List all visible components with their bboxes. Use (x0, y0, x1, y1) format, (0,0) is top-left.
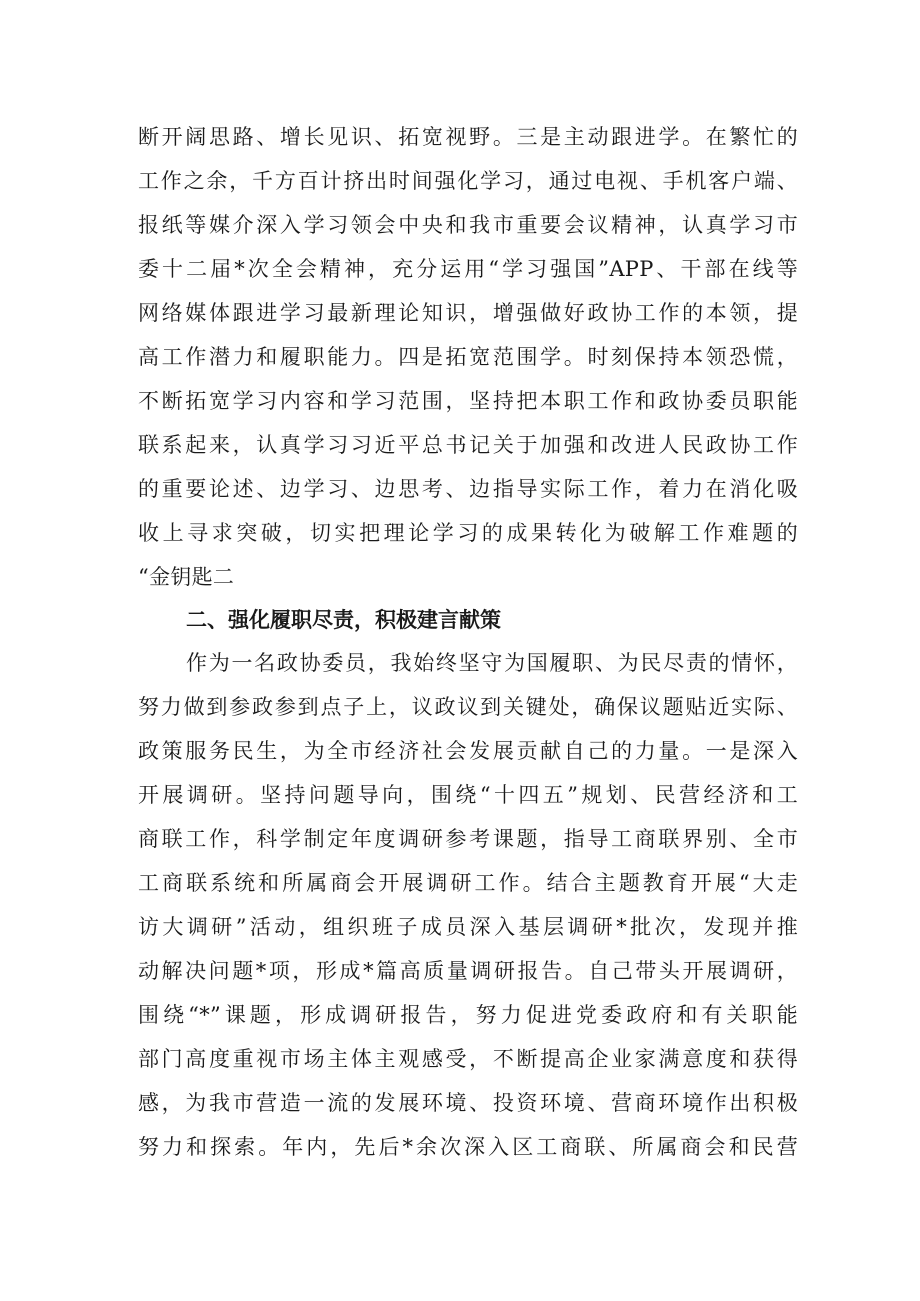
text-line-last: “金钥匙二 (138, 565, 235, 589)
text-line: 努力做到参政参到点子上，议政议到关键处，确保议题贴近实际、 (138, 695, 798, 719)
text-line: 开展调研。坚持问题导向，围绕“十四五”规划、民营经济和工 (138, 783, 798, 807)
text-line: 报纸等媒介深入学习领会中央和我市重要会议精神，认真学习市 (138, 213, 798, 237)
text-line: 感，为我市营造一流的发展环境、投资环境、营商环境作出积极 (138, 1091, 798, 1115)
text-line: 高工作潜力和履职能力。四是拓宽范围学。时刻保持本领恐慌， (138, 345, 798, 369)
text-line: 委十二届*次全会精神，充分运用“学习强国”APP、干部在线等 (138, 257, 798, 281)
text-line: 工作之余，千方百计挤出时间强化学习，通过电视、手机客户端、 (138, 169, 798, 193)
text-line: 访大调研”活动，组织班子成员深入基层调研*批次，发现并推 (138, 915, 798, 939)
section-heading: 二、强化履职尽责，积极建言献策 (186, 608, 501, 632)
text-line: 动解决问题*项，形成*篇高质量调研报告。自己带头开展调研， (138, 959, 798, 983)
text-line: 部门高度重视市场主体主观感受，不断提高企业家满意度和获得 (138, 1047, 798, 1071)
text-line-first-indent: 作为一名政协委员，我始终坚守为国履职、为民尽责的情怀， (186, 651, 798, 675)
text-line: 不断拓宽学习内容和学习范围，坚持把本职工作和政协委员职能 (138, 389, 798, 413)
text-line: 断开阔思路、增长见识、拓宽视野。三是主动跟进学。在繁忙的 (138, 125, 798, 149)
text-line: 收上寻求突破，切实把理论学习的成果转化为破解工作难题的 (138, 521, 798, 545)
text-line: 政策服务民生，为全市经济社会发展贡献自己的力量。一是深入 (138, 739, 798, 763)
text-line: 网络媒体跟进学习最新理论知识，增强做好政协工作的本领，提 (138, 301, 798, 325)
text-line: 工商联系统和所属商会开展调研工作。结合主题教育开展“大走 (138, 871, 798, 895)
text-line: 联系起来，认真学习习近平总书记关于加强和改进人民政协工作 (138, 433, 798, 457)
text-line: 的重要论述、边学习、边思考、边指导实际工作，着力在消化吸 (138, 477, 798, 501)
text-line: 商联工作，科学制定年度调研参考课题，指导工商联界别、全市 (138, 827, 798, 851)
text-line: 努力和探索。年内，先后*余次深入区工商联、所属商会和民营 (138, 1135, 798, 1159)
text-line: 围绕“*”课题，形成调研报告，努力促进党委政府和有关职能 (138, 1003, 798, 1027)
